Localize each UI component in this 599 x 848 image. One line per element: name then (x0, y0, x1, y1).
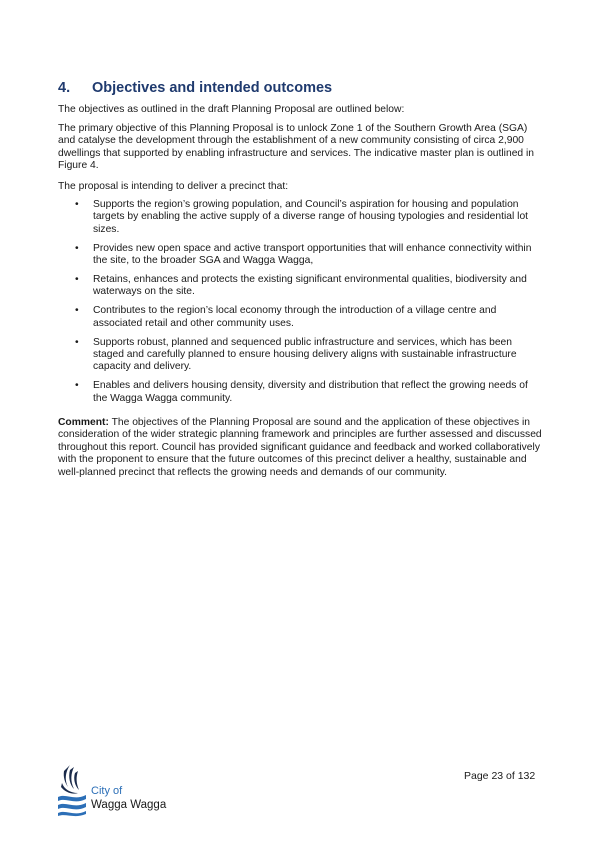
comment-label: Comment: (58, 417, 109, 428)
section-heading (58, 80, 332, 96)
comment-text: The objectives of the Planning Proposal are sound and the application of these objectives in consideration of the wider strategic planning framework and principles are further assessed and discussed throughout this report. Council has provided significant guidance and feedback and worked collaboratively with the proponent to ensure that the future outcomes of this precinct deliver a healthy, sustainable and well-planned precinct that reflects the growing needs and demands of our community. (58, 417, 542, 478)
comment-paragraph (58, 417, 544, 479)
list-item: • Contributes to the region’s local economy through the introduction of a village centre and associated retail and other community uses. (58, 305, 544, 330)
logo-text-city-of: City of (91, 785, 123, 797)
lead-in-paragraph: The proposal is intending to deliver a precinct that: (58, 181, 289, 192)
primary-objective-paragraph: The primary objective of this Planning Proposal is to unlock Zone 1 of the Southern Growth Area (SGA) and catalyse the development through the establishment of a new community consisting of circa 2,900 dwellings that supported by enabling infrastructure and services. The indicative master plan is outlined in Figure 4. (58, 123, 535, 172)
objectives-list (58, 199, 544, 412)
list-item: • Enables and delivers housing density, diversity and distribution that reflect the growing needs of the Wagga Wagga community. (58, 380, 544, 405)
list-item: • Provides new open space and active transport opportunities that will enhance connectivity within the site, to the broader SGA and Wagga Wagga, (58, 243, 544, 268)
list-item: • Supports the region’s growing population, and Council’s aspiration for housing and population targets by enabling the active supply of a diverse range of housing typologies and residential lot sizes. (58, 199, 544, 236)
section-number: 4. (58, 80, 71, 96)
page-number: Page 23 of 132 (464, 770, 536, 782)
section-title: Objectives and intended outcomes (92, 80, 333, 96)
list-item: • Supports robust, planned and sequenced public infrastructure and services, which has been staged and carefully planned to ensure housing delivery aligns with sustainable infrastructure capacity and delivery. (58, 337, 544, 374)
intro-paragraph: The objectives as outlined in the draft Planning Proposal are outlined below: (58, 104, 405, 115)
logo-text-wagga-wagga: Wagga Wagga (91, 799, 167, 811)
list-item: • Retains, enhances and protects the existing significant environmental qualities, biodiversity and waterways on the site. (58, 274, 544, 299)
